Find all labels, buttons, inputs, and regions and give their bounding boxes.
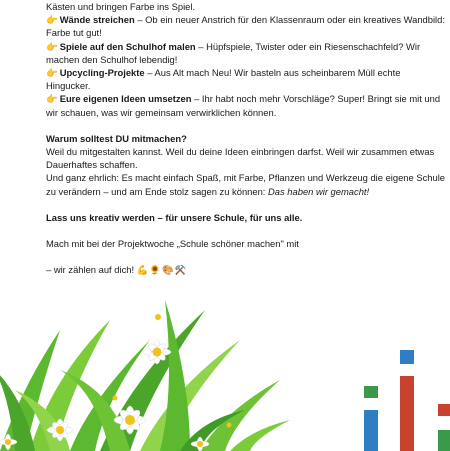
bullet-title: Spiele auf den Schulhof malen xyxy=(59,40,196,52)
document-body xyxy=(46,0,446,276)
bullet-text: – Ihr habt noch mehr Vorschläge? Super! Bringt sie mit und wir schauen, was wir gemeinsam verwirklichen können. xyxy=(46,93,441,118)
grass xyxy=(0,300,290,451)
why-paragraph-1: Weil du mitgestalten kannst. Weil du deine Ideen einbringen darfst. Weil wir zusammen etwas Dauerhaftes schaffen. xyxy=(46,146,435,171)
bullet-item xyxy=(46,66,446,92)
pointing-hand-icon: 👉 xyxy=(46,14,58,26)
meadow-illustration xyxy=(0,270,450,451)
closing-emoji: 💪🌻🎨⚒️ xyxy=(136,264,188,276)
closing-line: – wir zählen auf dich! 💪🌻🎨⚒️ xyxy=(46,264,188,276)
small-flower xyxy=(113,396,118,401)
bullet-title: Wände streichen xyxy=(59,14,135,26)
pointing-hand-icon: 👉 xyxy=(46,93,58,105)
bullet-title: Eure eigenen Ideen umsetzen xyxy=(59,93,192,105)
slogan: Lass uns kreativ werden – für unsere Schule, für uns alle. xyxy=(46,211,303,223)
small-flower xyxy=(155,314,161,320)
small-flower xyxy=(227,423,232,428)
why-paragraph-2: Und ganz ehrlich: Es macht einfach Spaß, mit Farbe, Pflanzen und Werkzeug die eigene Schule zu verändern – und am Ende stolz sagen zu können: Das haben wir gemacht! xyxy=(46,172,446,197)
bullet-item xyxy=(46,92,446,118)
pointing-hand-icon: 👉 xyxy=(46,67,58,79)
why-heading: Warum solltest DU mitmachen? xyxy=(46,132,187,144)
bullet-item xyxy=(46,13,446,39)
bullet-text: – Hüpfspiele, Twister oder ein Riesenschachfeld? Wir machen den Schulhof lebendig! xyxy=(46,40,421,65)
bullet-text: – Aus Alt mach Neu! Wir basteln aus scheinbarem Müll echte Hingucker. xyxy=(46,67,401,92)
intro-tail: Kästen und bringen Farbe ins Spiel. xyxy=(46,1,196,12)
join-line: Mach mit bei der Projektwoche „Schule schöner machen" mit xyxy=(46,238,299,250)
color-blocks xyxy=(364,350,450,451)
bullet-item xyxy=(46,40,446,66)
bullet-title: Upcycling-Projekte xyxy=(59,67,145,79)
bullet-text: – Ob ein neuer Anstrich für den Klassenraum oder ein kreatives Wandbild: Farbe tut gut! xyxy=(46,14,445,39)
pointing-hand-icon: 👉 xyxy=(46,40,58,52)
